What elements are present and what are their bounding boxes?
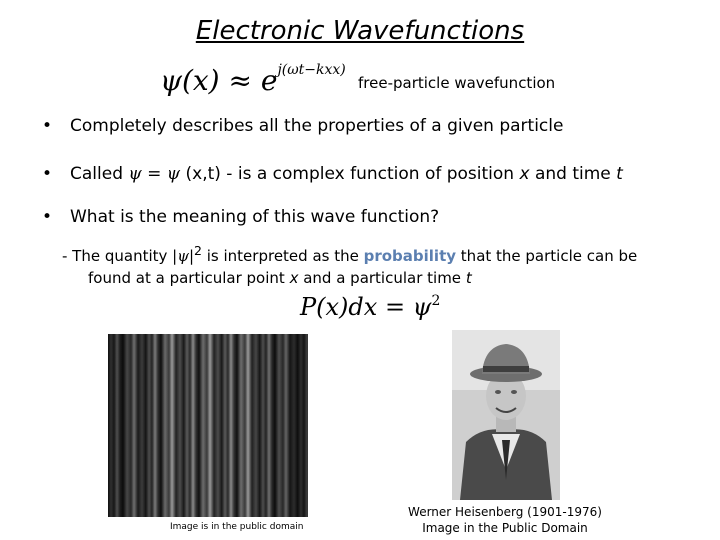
free-particle-equation bbox=[160, 62, 346, 97]
slide-title: Electronic Wavefunctions bbox=[195, 16, 525, 46]
equation-lhs: ψ(x) ≈ e bbox=[160, 64, 278, 97]
bullet-marker: • bbox=[42, 164, 53, 184]
heisenberg-photo bbox=[452, 330, 560, 500]
bullet-2-text-c: and time bbox=[529, 164, 617, 184]
bullet-1 bbox=[42, 116, 563, 136]
bullet-3-text: What is the meaning of this wave function? bbox=[70, 207, 440, 227]
psi-symbol: ψ = ψ bbox=[128, 164, 181, 184]
interference-pattern-image bbox=[108, 334, 308, 517]
sub-bullet-prefix: - The quantity | bbox=[62, 247, 178, 265]
probability-equation-text: P(x)dx = ψ bbox=[300, 293, 432, 321]
line2-a: found at a particular point bbox=[88, 269, 290, 287]
bullet-3 bbox=[42, 207, 439, 227]
var-t: t bbox=[465, 269, 472, 287]
probability-highlight: probability bbox=[363, 247, 457, 265]
probability-power: 2 bbox=[431, 293, 441, 309]
var-x: x bbox=[289, 269, 299, 287]
sub-bullet bbox=[62, 240, 702, 289]
var-t: t bbox=[616, 164, 623, 184]
caption-name: Werner Heisenberg (1901-1976) bbox=[408, 505, 602, 519]
bullet-2-text-b: (x,t) - is a complex function of position bbox=[180, 164, 520, 184]
bullet-2 bbox=[42, 164, 623, 184]
bullet-marker: • bbox=[42, 116, 53, 136]
right-image-caption bbox=[400, 504, 610, 536]
power-two: 2 bbox=[194, 243, 202, 258]
abs-bar: | bbox=[188, 247, 195, 265]
equation-label: free-particle wavefunction bbox=[358, 74, 556, 92]
probability-equation bbox=[300, 293, 440, 321]
line2-b: and a particular time bbox=[298, 269, 466, 287]
portrait-image bbox=[452, 330, 560, 500]
sub-bullet-line-2 bbox=[62, 267, 702, 289]
psi-symbol: ψ bbox=[177, 247, 189, 265]
equation-exponent: j(ωt−kxx) bbox=[277, 62, 346, 78]
caption-credit: Image in the Public Domain bbox=[422, 521, 588, 535]
bullet-marker: • bbox=[42, 207, 53, 227]
var-x: x bbox=[519, 164, 530, 184]
sub-bullet-middle: is interpreted as the bbox=[201, 247, 364, 265]
bullet-1-text: Completely describes all the properties of a given particle bbox=[70, 116, 564, 136]
bullet-2-text-a: Called bbox=[70, 164, 129, 184]
sub-bullet-end: that the particle can be bbox=[456, 247, 638, 265]
left-image-caption: Image is in the public domain bbox=[170, 522, 304, 532]
